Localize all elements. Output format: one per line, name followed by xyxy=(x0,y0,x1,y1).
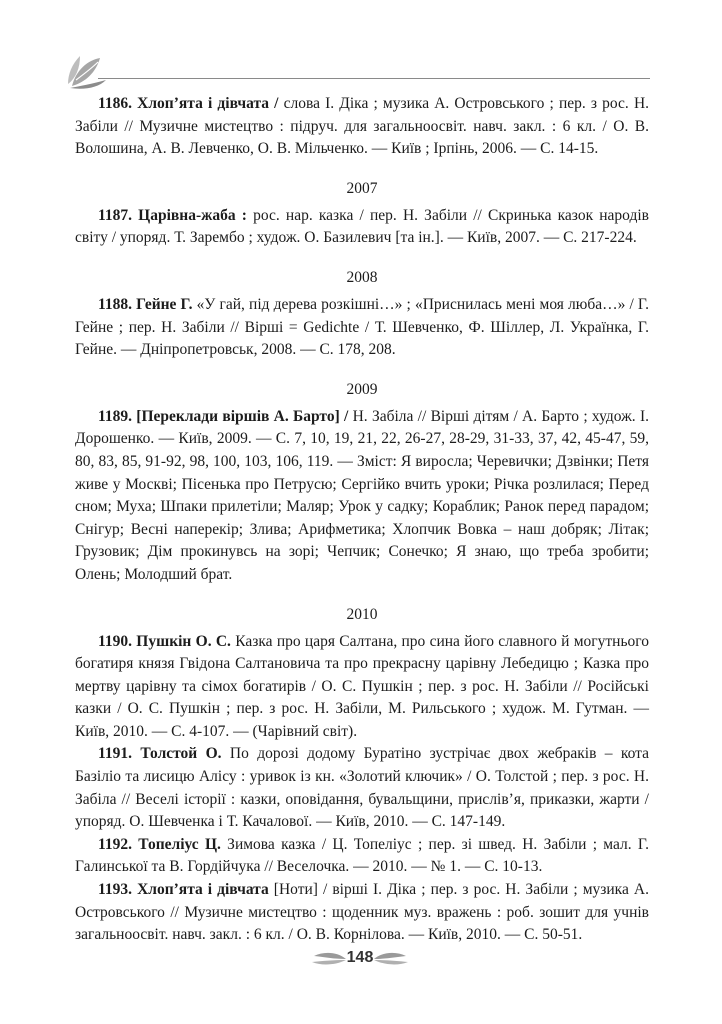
year-heading-2007: 2007 xyxy=(346,179,378,197)
page-number: 148 xyxy=(346,949,374,966)
entry-text: По дорозі додому Буратіно зустрічає двох жебраків – кота Базіліо та лисицю Алісу : уривок із кн. «Золотий ключик» / О. Толстой ; пер. з рос. Н. Забіла // Веселі історії : казки, оповідання, бувальщини, прислів’я, приказки, жарти / упоряд. О. Шевченка і Т. Качалової. — Київ, 2010. — С. 147-149. xyxy=(75,745,649,831)
entry-1187 xyxy=(75,205,649,250)
leaf-ornament-icon xyxy=(66,50,110,90)
entry-text: Зимова казка / Ц. Топеліус ; пер. зі швед. Н. Забіли ; мал. Г. Галинської та В. Гордійчука // Веселочка. — 2010. — № 1. — С. 10-13. xyxy=(75,835,650,876)
entry-text: Казка про царя Салтана, про сина його славного й могутнього богатиря князя Гвідона Салтановича та про прекрасну царівну Лебедицю ; Казка про мертву царівну та сімох богатирів / О. С. Пушкін ; пер. з рос. Н. Забіли // Російські казки / О. С. Пушкін ; пер. з рос. Н. Забіли, М. Рильського ; худож. М. Гутман. — Київ, 2010. — С. 4-107. — (Чарівний світ). xyxy=(75,632,649,740)
entry-text: рос. нар. казка / пер. Н. Забіли // Скринька казок народів світу / упоряд. Т. Зарембо ; худож. О. Базилевич [та ін.]. — Київ, 2007. — С. 217-224. xyxy=(75,206,650,247)
entry-1191 xyxy=(75,743,649,833)
header-rule xyxy=(98,78,650,79)
bibliography-content xyxy=(75,93,649,947)
entry-1190 xyxy=(75,631,649,744)
entry-heading: 1187. Царівна-жаба : xyxy=(98,206,247,224)
entry-heading: 1188. Гейне Г. xyxy=(98,295,193,313)
entry-heading: 1189. [Переклади віршів А. Барто] / xyxy=(98,407,349,425)
entry-1193 xyxy=(75,879,649,947)
entry-text: слова І. Діка ; музика А. Островського ; пер. з рос. Н. Забіли // Музичне мистецтво : підруч. для загальноосвіт. навч. закл. : 6 кл. / О. В. Волошина, А. В. Левченко, О. В. Мільченко. — Київ ; Ірпінь, 2006. — С. 14-15. xyxy=(75,95,650,158)
entry-heading: 1193. Хлоп’ята і дівчата xyxy=(98,881,269,899)
entry-heading: 1192. Топеліус Ц. xyxy=(98,835,221,853)
year-heading-2010: 2010 xyxy=(346,605,378,623)
entry-heading: 1186. Хлоп’ята і дівчата / xyxy=(98,95,279,112)
year-heading-2009: 2009 xyxy=(346,380,378,398)
year-heading-2008: 2008 xyxy=(346,268,378,286)
entry-text: Н. Забіла // Вірші дітям / А. Барто ; худож. І. Дорошенко. — Київ, 2009. — С. 7, 10, 19, 21, 22, 26-27, 28-29, 31-33, 37, 42, 45-47, 59, 80, 83, 85, 91-92, 98, 100, 103, 106, 119. — Зміст: Я виросла; Черевички; Дзвінки; Петя живе у Москві; Пісенька про Петрусю; Сергійко вчить уроки; Річка розлилася; Перед сном; Муха; Шпаки прилетіли; Маляр; Урок у садку; Кораблик; Ранок перед парадом; Снігур; Весні наперекір; Злива; Арифметика; Хлопчик Вовка – наш добряк; Літак; Грузовик; Дім прокинувсь на зорі; Чепчик; Сонечко; Я знаю, що треба зробити; Олень; Молодший брат. xyxy=(75,407,649,583)
page-footer xyxy=(300,948,420,970)
entry-1188 xyxy=(75,294,649,362)
entry-heading: 1190. Пушкін О. С. xyxy=(98,632,231,650)
entry-heading: 1191. Толстой О. xyxy=(98,745,222,763)
entry-1186 xyxy=(75,93,649,161)
entry-1189 xyxy=(75,406,649,587)
entry-text: [Ноти] / вірші І. Діка ; пер. з рос. Н. Забіли ; музика А. Островського // Музичне мистецтво : щоденник муз. вражень : роб. зошит для учнів загальноосвіт. навч. закл. : 6 кл. / О. В. Корнілова. — Київ, 2010. — С. 50-51. xyxy=(75,881,649,944)
entry-1192 xyxy=(75,834,649,879)
entry-text: «У гай, під дерева розкішні…» ; «Приснилась мені моя люба…» / Г. Гейне ; пер. Н. Забіли // Вірші = Gedichte / Т. Шевченко, Ф. Шіллер, Л. Українка, Г. Гейне. — Дніпропетровськ, 2008. — С. 178, 208. xyxy=(75,295,649,359)
